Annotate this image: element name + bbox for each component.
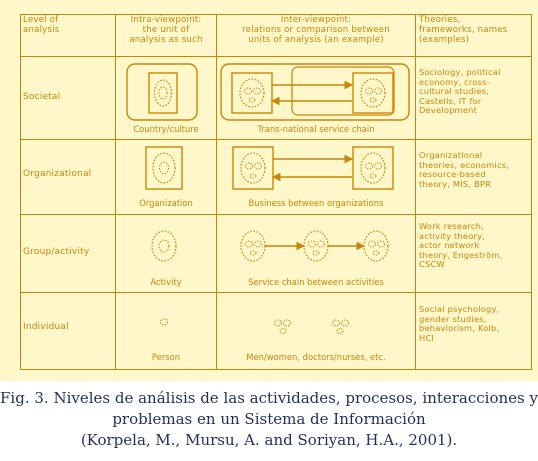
level-individual: Individual [23,322,69,332]
activity-intra-shape [152,231,176,261]
header-intra: Intra-viewpoint: the unit of analysis as such [129,15,203,45]
individual-inter-shape [275,320,349,334]
header-theories: Theories, frameworks, names (examples) [419,15,508,45]
theories-societal: Sociology, political economy, cross- cultural studies, Castells, IT for Development [419,67,501,116]
figure-caption: Fig. 3. Niveles de análisis de las actividades, procesos, interacciones y problemas en un Sistema de Información (Korpela, M., Mursu, A. and Soriyan, H.A., 2001). [0,389,538,449]
level-group-activity: Group/activity [23,247,90,257]
caption-transnational-chain: Trans-national service chain [257,124,375,134]
caption-service-chain: Service chain between activities [248,277,384,287]
societal-inter-shape [221,64,409,120]
societal-intra-shape [127,64,197,120]
theories-individual: Social psychology, gender studies, behaviorism, Kolb, HCI [419,304,500,343]
organizational-intra-shape [146,147,182,189]
caption-country-culture: Country/culture [133,124,199,134]
level-societal: Societal [23,92,61,102]
organizational-inter-shape [233,147,393,189]
theories-organizational: Organizational theories, economics, resource-based theory, MIS, BPR [419,150,510,189]
header-level: Level of analysis [23,15,60,35]
individual-intra-shape [161,319,168,325]
caption-business-between: Business between organizations [248,198,384,208]
activity-inter-shape [241,231,388,261]
caption-person: Person [151,352,181,362]
caption-men-women: Men/women, doctors/nurses, etc. [246,352,386,362]
caption-organization: Organization [139,198,193,208]
theories-group-activity: Work research, activity theory, actor network theory, Engeström, CSCW [419,221,503,270]
caption-activity: Activity [150,277,182,287]
header-inter: Inter-viewpoint: relations or comparison between units of analysis (an example) [242,15,390,45]
level-organizational: Organizational [23,169,92,179]
